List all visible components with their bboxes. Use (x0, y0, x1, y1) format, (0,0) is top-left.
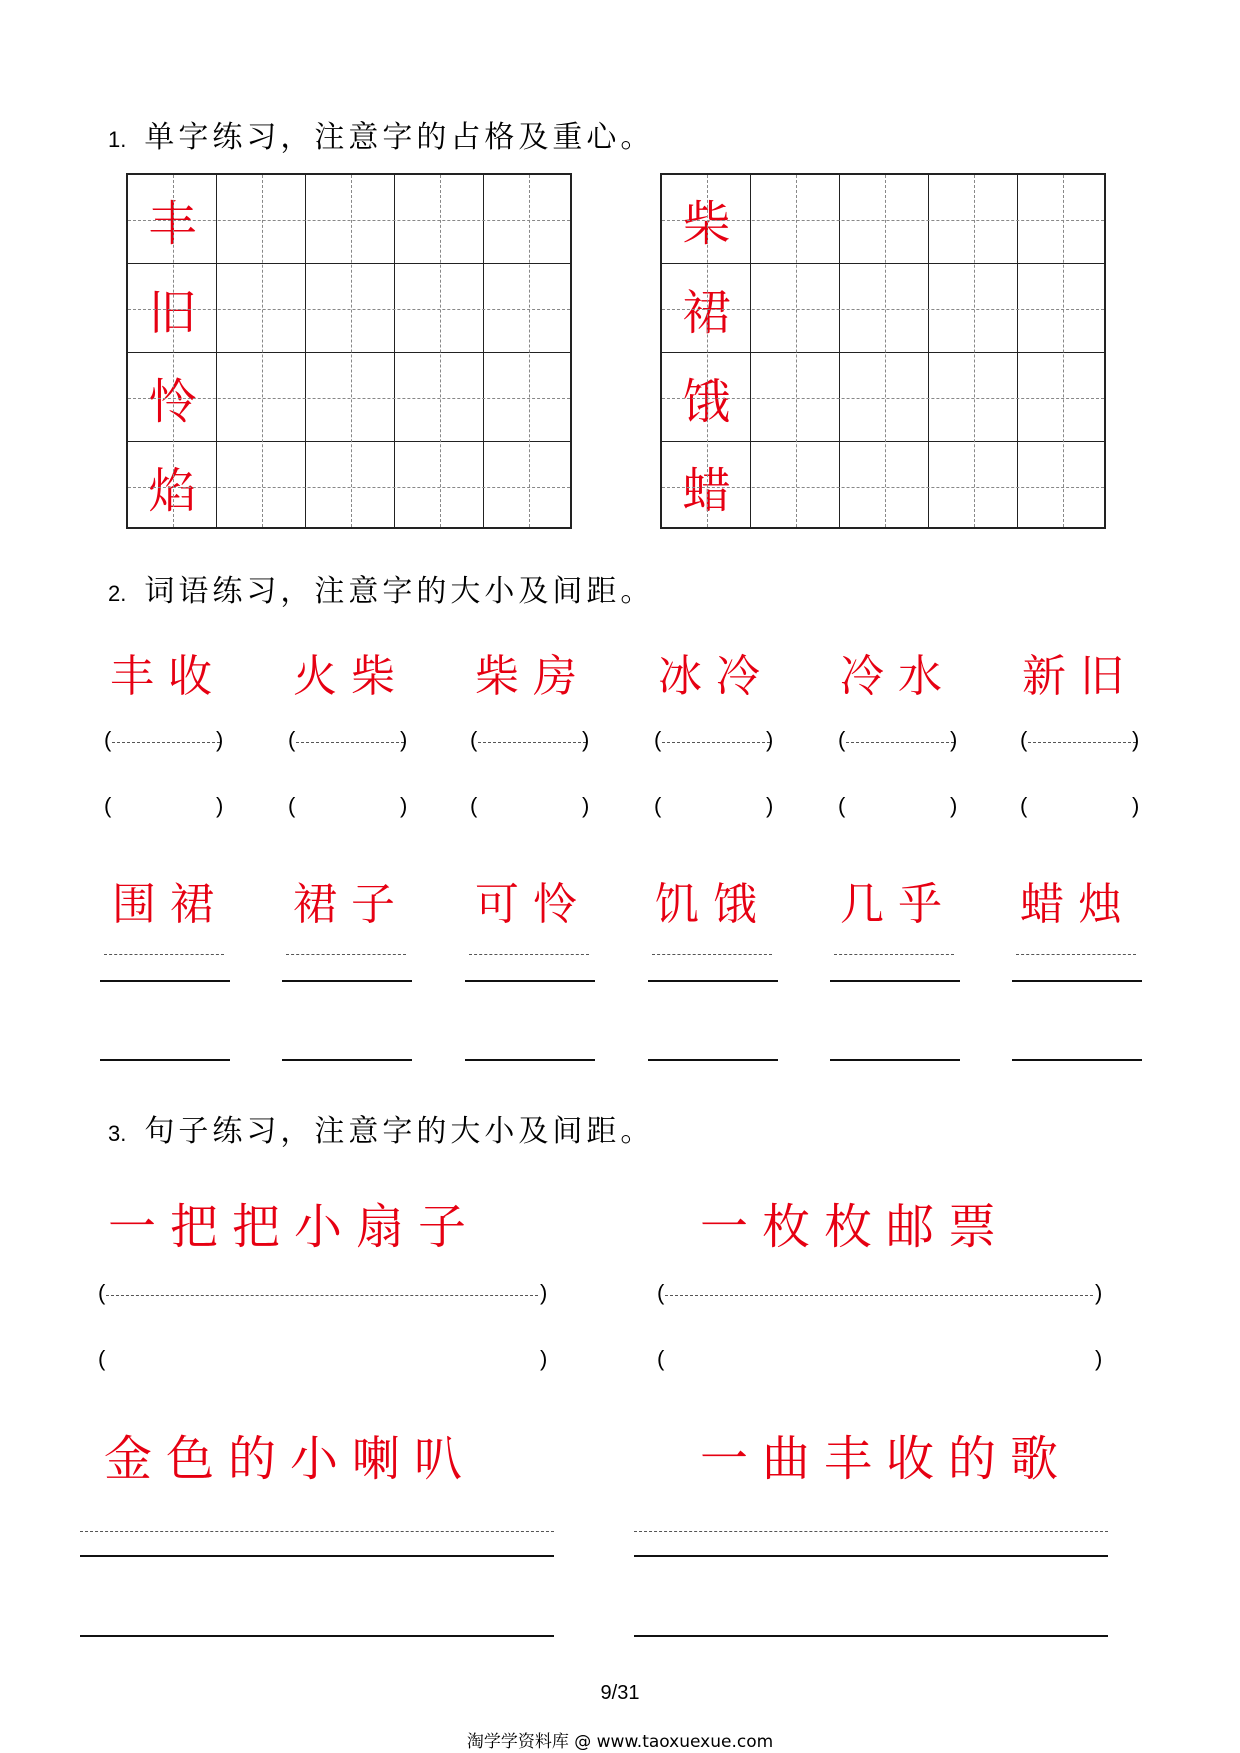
word-item: 冰冷 (658, 651, 774, 702)
dashed-guide (846, 742, 954, 743)
grid-guide-vertical (262, 175, 263, 527)
paren-open: ( (654, 793, 662, 818)
grid-row-line (662, 352, 1104, 353)
grid-char: 旧 (148, 285, 197, 341)
paren-close: ) (540, 1346, 548, 1371)
section3-number: 3. (108, 1121, 127, 1146)
section2-number: 2. (108, 581, 127, 606)
dashed-guide (296, 742, 404, 743)
grid-guide-vertical (173, 175, 174, 527)
word-item: 裙子 (293, 879, 409, 930)
writing-line (80, 1635, 554, 1637)
word-row-2 (0, 868, 1240, 928)
dashed-guide (1028, 742, 1136, 743)
section2-title: 词语练习，注意字的大小及间距。 (144, 574, 655, 609)
writing-line (830, 1059, 960, 1061)
section3-title: 句子练习，注意字的大小及间距。 (144, 1114, 655, 1149)
grid-guide-vertical (529, 175, 530, 527)
writing-line (465, 1059, 595, 1061)
grid-guide-horizontal (662, 398, 1104, 399)
paren-open: ( (657, 1346, 665, 1371)
writing-line (282, 980, 412, 982)
site-credit: 淘学学资料库 @ www.taoxuexue.com (466, 1732, 774, 1752)
section1-number: 1. (108, 127, 127, 152)
writing-line (100, 1059, 230, 1061)
paren-open: ( (98, 1280, 106, 1305)
grid-guide-horizontal (128, 220, 570, 221)
grid-guide-vertical (440, 175, 441, 527)
grid-char: 裙 (682, 285, 731, 341)
paren-open: ( (98, 1346, 106, 1371)
grid-col-line (1017, 175, 1018, 527)
grid-guide-vertical (351, 175, 352, 527)
writing-line (648, 980, 778, 982)
writing-line (648, 1059, 778, 1061)
grid-char: 柴 (682, 196, 731, 252)
phrase-item: 一枚枚邮票 (700, 1199, 1011, 1255)
grid-guide-horizontal (128, 309, 570, 310)
word-item: 蜡烛 (1020, 879, 1136, 930)
grid-row-line (128, 263, 570, 264)
paren-close: ) (400, 727, 408, 752)
dashed-guide (80, 1531, 554, 1532)
dashed-guide (665, 1295, 1093, 1296)
paren-open: ( (1020, 793, 1028, 818)
grid-row-line (128, 352, 570, 353)
section1-heading (108, 112, 654, 156)
dashed-guide (652, 954, 772, 955)
grid-guide-horizontal (128, 398, 570, 399)
paren-close: ) (1095, 1280, 1103, 1305)
paren-close: ) (766, 793, 774, 818)
phrase-item: 一曲丰收的歌 (700, 1431, 1073, 1487)
grid-col-line (483, 175, 484, 527)
paren-open: ( (838, 727, 846, 752)
word-item: 新旧 (1022, 651, 1138, 702)
grid-row-line (662, 263, 1104, 264)
paren-open: ( (1020, 727, 1028, 752)
character-grid-left (126, 173, 572, 529)
grid-col-line (750, 175, 751, 527)
dashed-guide (286, 954, 406, 955)
grid-guide-vertical (707, 175, 708, 527)
writing-line (80, 1555, 554, 1557)
paren-close: ) (1132, 727, 1140, 752)
grid-guide-vertical (885, 175, 886, 527)
paren-close: ) (1095, 1346, 1103, 1371)
writing-line (465, 980, 595, 982)
section1-title: 单字练习，注意字的占格及重心。 (144, 120, 655, 155)
phrase-item: 金色的小喇叭 (104, 1431, 477, 1487)
word-item: 冷水 (840, 651, 956, 702)
writing-line (100, 980, 230, 982)
paren-close: ) (582, 727, 590, 752)
grid-char: 焰 (148, 463, 197, 519)
paren-open: ( (104, 727, 112, 752)
writing-line (282, 1059, 412, 1061)
paren-close: ) (1132, 793, 1140, 818)
paren-close: ) (766, 727, 774, 752)
word-item: 柴房 (475, 651, 591, 702)
dashed-guide (834, 954, 954, 955)
grid-row-line (128, 441, 570, 442)
grid-guide-vertical (974, 175, 975, 527)
page-number: 9/31 (600, 1682, 640, 1704)
paren-close: ) (582, 793, 590, 818)
paren-open: ( (470, 727, 478, 752)
grid-row-line (662, 441, 1104, 442)
dashed-guide (106, 1295, 538, 1296)
dashed-guide (469, 954, 589, 955)
paren-close: ) (540, 1280, 548, 1305)
dashed-guide (662, 742, 770, 743)
writing-line (830, 980, 960, 982)
grid-col-line (216, 175, 217, 527)
grid-col-line (305, 175, 306, 527)
dashed-guide (112, 742, 220, 743)
writing-line (634, 1555, 1108, 1557)
paren-close: ) (400, 793, 408, 818)
paren-open: ( (470, 793, 478, 818)
paren-close: ) (950, 727, 958, 752)
grid-guide-horizontal (662, 487, 1104, 488)
word-item: 几乎 (840, 879, 956, 930)
grid-guide-vertical (1063, 175, 1064, 527)
dashed-guide (1016, 954, 1136, 955)
dashed-guide (104, 954, 224, 955)
grid-col-line (928, 175, 929, 527)
paren-open: ( (657, 1280, 665, 1305)
dashed-guide (478, 742, 586, 743)
grid-char: 蜡 (682, 463, 731, 519)
paren-close: ) (950, 793, 958, 818)
paren-open: ( (838, 793, 846, 818)
word-row-1 (0, 640, 1240, 700)
grid-char: 饿 (682, 374, 731, 430)
word-item: 可怜 (475, 879, 591, 930)
grid-guide-horizontal (662, 309, 1104, 310)
grid-guide-horizontal (662, 220, 1104, 221)
grid-guide-vertical (796, 175, 797, 527)
word-item: 火柴 (293, 651, 409, 702)
writing-line (1012, 980, 1142, 982)
writing-line (634, 1635, 1108, 1637)
paren-close: ) (216, 727, 224, 752)
paren-open: ( (104, 793, 112, 818)
word-item: 饥饿 (655, 879, 771, 930)
paren-close: ) (216, 793, 224, 818)
writing-line (1012, 1059, 1142, 1061)
grid-char: 怜 (148, 374, 197, 430)
paren-open: ( (288, 727, 296, 752)
section3-heading (108, 1106, 654, 1150)
character-grid-right (660, 173, 1106, 529)
grid-col-line (839, 175, 840, 527)
phrase-item: 一把把小扇子 (108, 1199, 481, 1255)
section2-heading (108, 566, 654, 610)
grid-char: 丰 (148, 196, 197, 252)
grid-col-line (394, 175, 395, 527)
paren-open: ( (288, 793, 296, 818)
word-item: 丰收 (110, 651, 226, 702)
grid-guide-horizontal (128, 487, 570, 488)
paren-open: ( (654, 727, 662, 752)
word-item: 围裙 (112, 879, 228, 930)
dashed-guide (634, 1531, 1108, 1532)
